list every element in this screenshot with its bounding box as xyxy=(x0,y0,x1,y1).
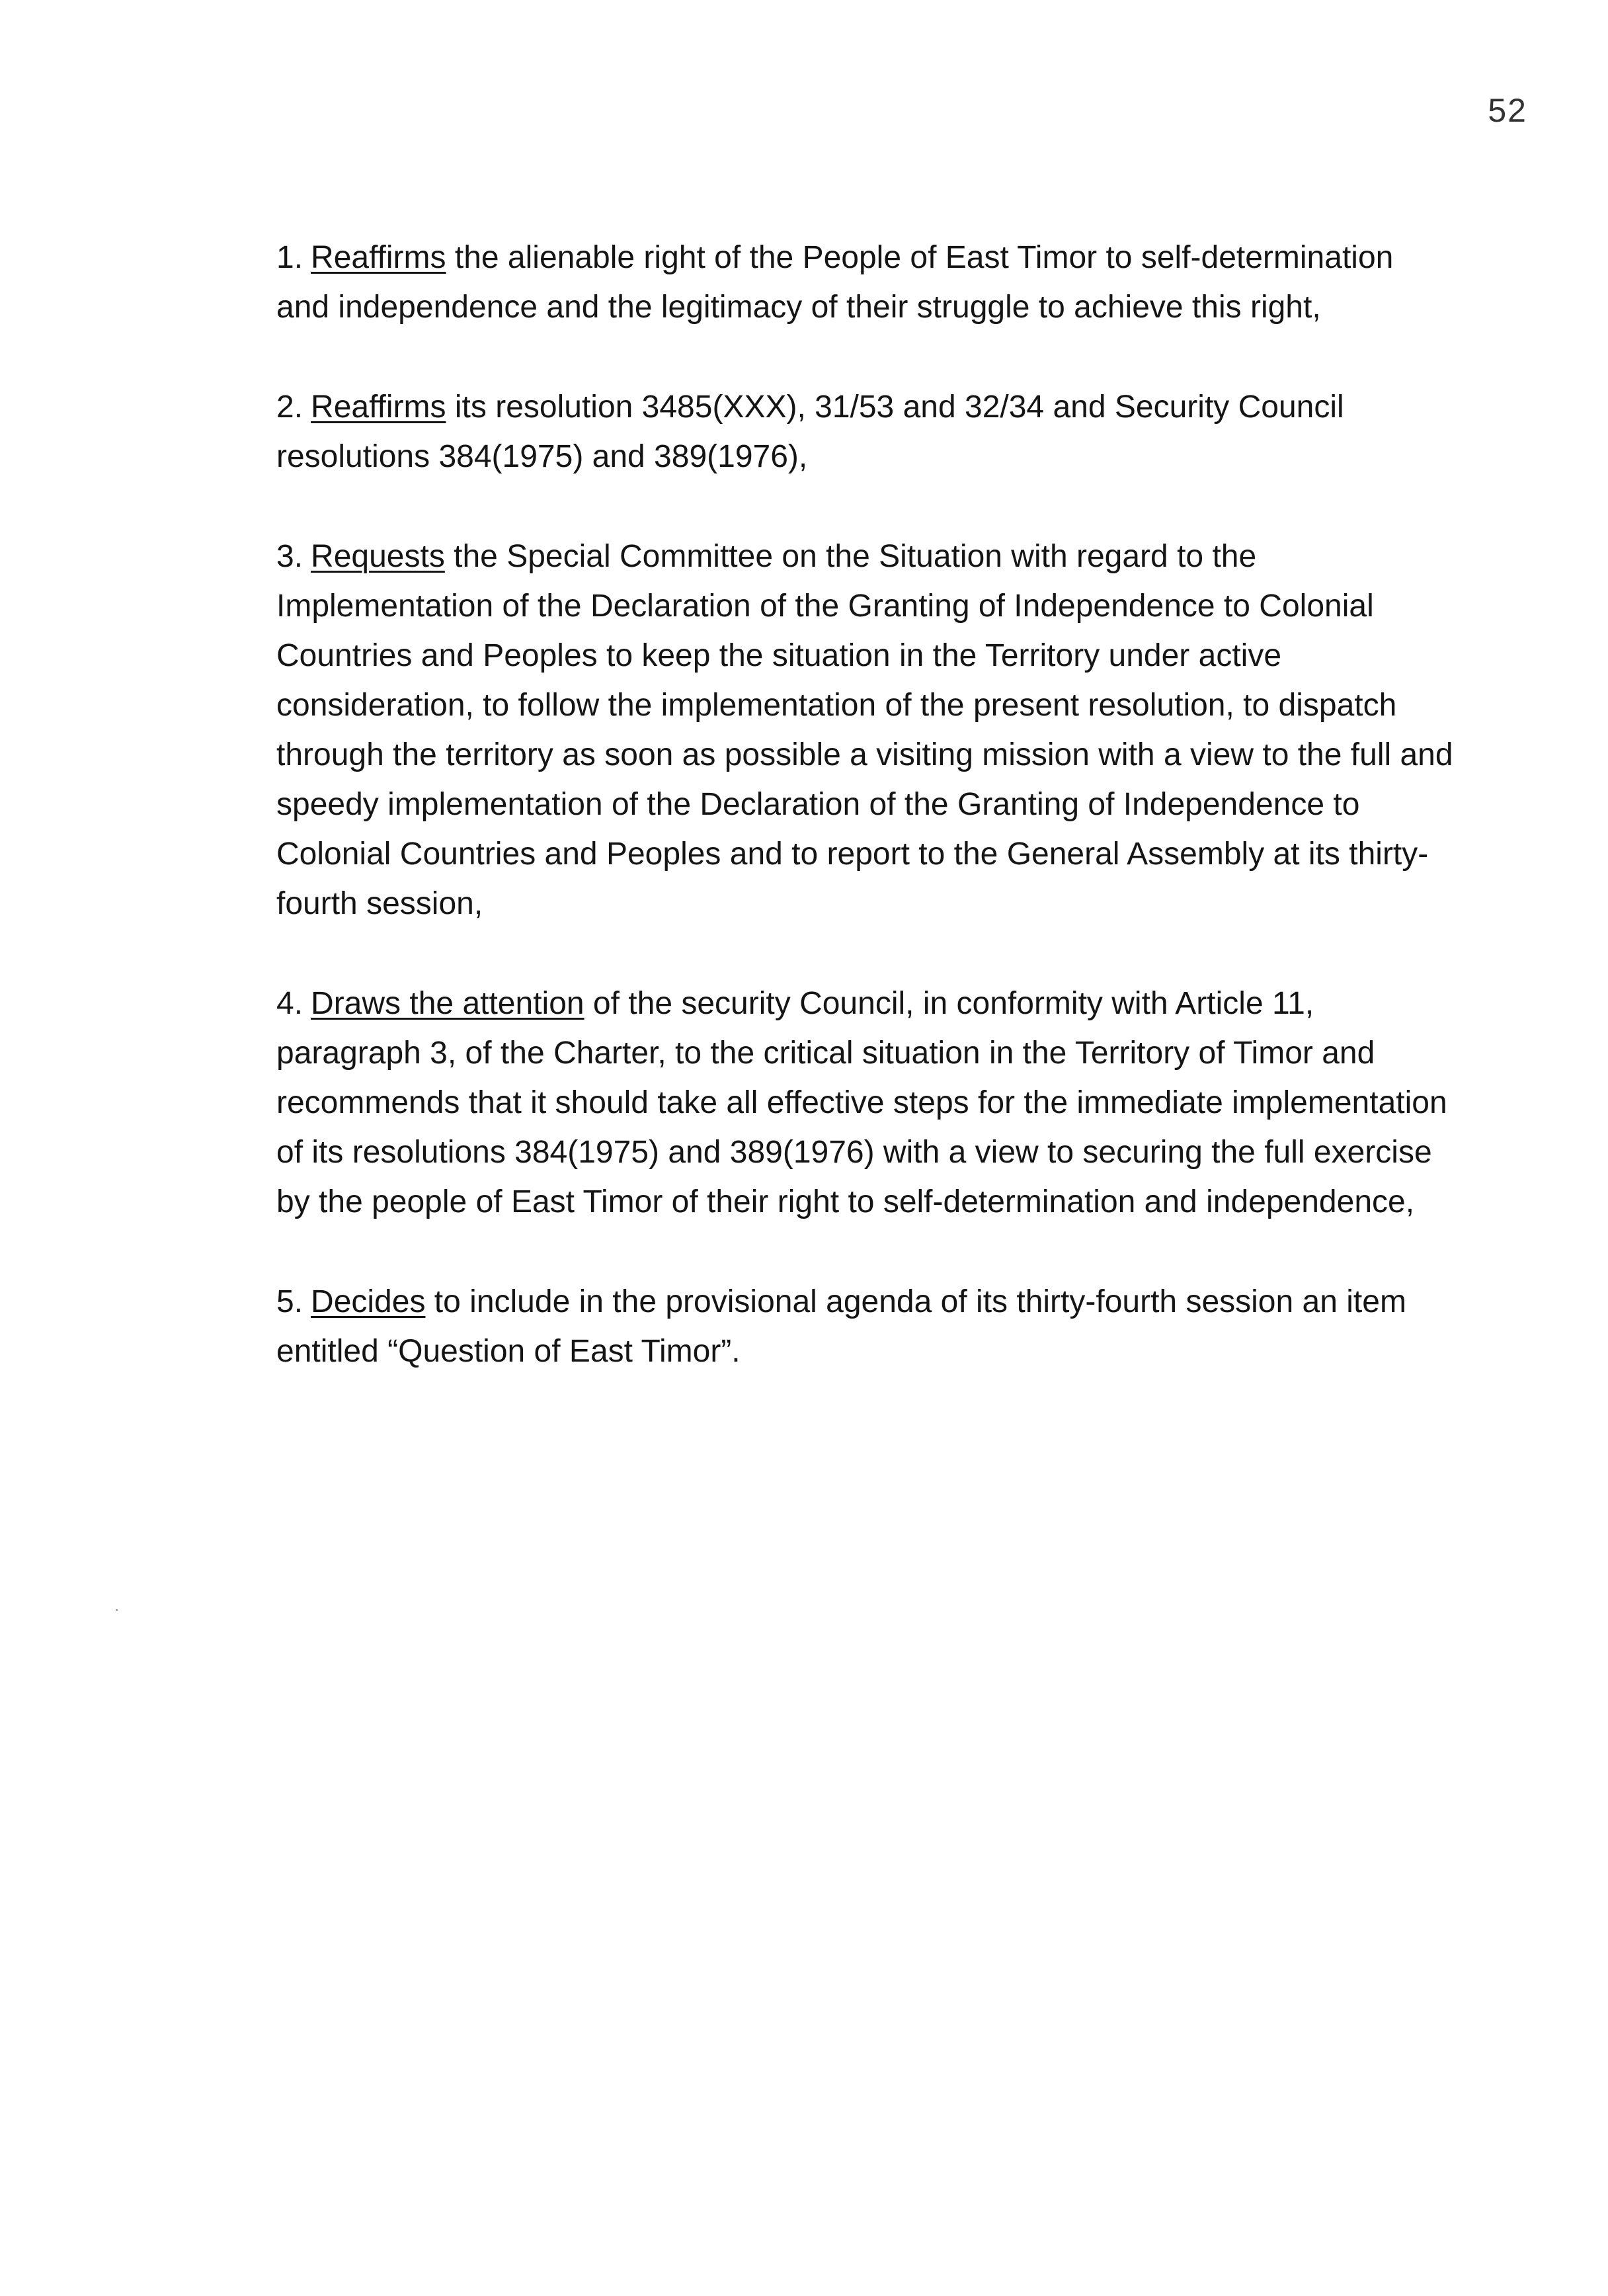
paragraph-text: the Special Committee on the Situation with regard to the Implementation of the Declaration of the Granting of Independence to Colonial Countries and Peoples to keep the situation in the Territory under active consideration, to follow the implementation of the present resolution, to dispatch through the territory as soon as possible a visiting mission with a view to the full and speedy implementation of the Declaration of the Granting of Independence to Colonial Countries and Peoples and to report to the General Assembly at its thirty-fourth session, xyxy=(276,539,1453,921)
paragraph-1 xyxy=(276,233,1453,332)
paragraph-number: 2. xyxy=(276,390,303,425)
paragraph-5 xyxy=(276,1277,1453,1376)
paragraph-number: 3. xyxy=(276,539,303,574)
operative-verb: Decides xyxy=(311,1284,426,1319)
paragraph-3 xyxy=(276,532,1453,928)
paragraph-text: to include in the provisional agenda of its thirty-fourth session an item entitled “Question of East Timor”. xyxy=(276,1284,1406,1369)
scan-speck xyxy=(116,1609,118,1611)
operative-verb: Reaffirms xyxy=(311,240,446,275)
paragraph-number: 5. xyxy=(276,1284,303,1319)
paragraph-4 xyxy=(276,979,1453,1227)
operative-verb: Reaffirms xyxy=(311,390,446,425)
resolution-body xyxy=(276,233,1453,1426)
operative-verb: Draws the attention xyxy=(311,986,584,1021)
paragraph-2 xyxy=(276,382,1453,481)
page-number: 52 xyxy=(1488,92,1527,129)
paragraph-text: the alienable right of the People of East Timor to self-determination and independence and the legitimacy of their struggle to achieve this right, xyxy=(276,240,1394,325)
paragraph-number: 4. xyxy=(276,986,303,1021)
paragraph-text: of the security Council, in conformity with Article 11, paragraph 3, of the Charter, to the critical situation in the Territory of Timor and recommends that it should take all effective steps for the immediate implementation of its resolutions 384(1975) and 389(1976) with a view to securing the full exercise by the people of East Timor of their right to self-determination and independence, xyxy=(276,986,1447,1219)
operative-verb: Requests xyxy=(311,539,445,574)
paragraph-text: its resolution 3485(XXX), 31/53 and 32/34 and Security Council resolutions 384(1975) and 389(1976), xyxy=(276,390,1344,474)
paragraph-number: 1. xyxy=(276,240,303,275)
